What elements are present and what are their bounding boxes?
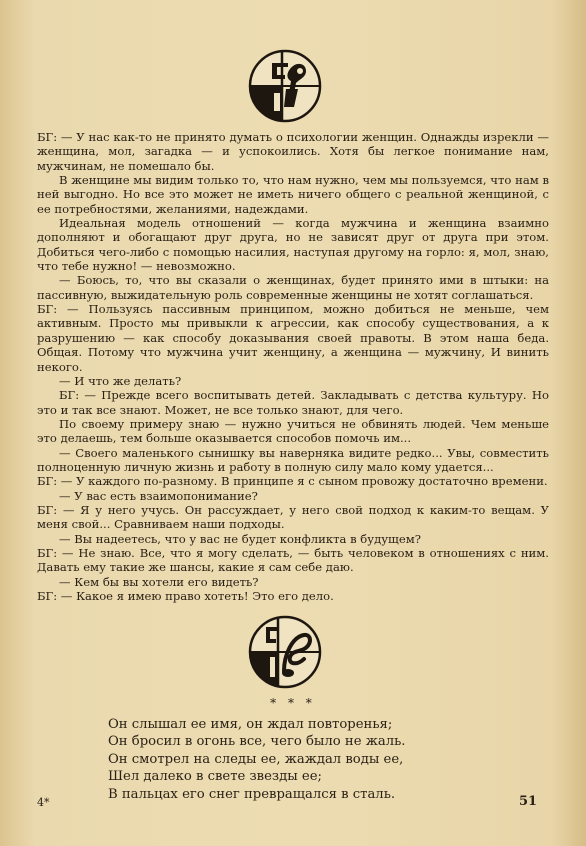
emblem-figure-icon [248,49,322,123]
poem-line: Он смотрел на следы ее, жаждал воды ее, [108,751,404,767]
poem-line: Шел далеко в свете звезды ее; [108,769,322,785]
paragraph: — Своего маленького сынишку вы наверняка видите редко... Увы, совместить полноценную личную жизнь и работу в полную силу мало кому удается... [37,445,549,474]
section-separator: * * * [270,696,316,710]
paragraph: В женщине мы видим только то, что нам нужно, чем мы пользуемся, что нам в ней выгодно. Но все это может не иметь ничего общего с реальной женщиной, с ее потребностями, желаниями, надеждами. [37,173,549,216]
paragraph: БГ: — Какое я имею право хотеть! Это его дело. [37,589,334,603]
paragraph: Идеальная модель отношений — когда мужчина и женщина взаимно дополняют и обогащают друг друга, но не зависят друг от друга при этом. Добиться чего-либо с помощью насилия, наступая другому на горло: я, мол, знаю, что тебе нужно! — невозможно. [37,216,549,274]
paragraph: — И что же делать? [59,373,182,388]
paragraph: — Вы надеетесь, что у вас не будет конфликта в будущем? [59,531,421,546]
paragraph: БГ: — Прежде всего воспитывать детей. Закладывать с детства культуру. Но это и так все знают. Может, не все только знают, для чего. [37,388,549,417]
page-number: 51 [519,794,538,809]
paragraph: — У вас есть взаимопонимание? [59,488,258,503]
paragraph: БГ: — Пользуясь пассивным принципом, можно добиться не меньше, чем активным. Просто мы привыкли к агрессии, как способу существования, а к разрушению — как способу доказывания своей правоты. В этом наша беда. Общая. Потому что мужчина учит женщину, а женщина — мужчину, И винить некого. [37,302,549,374]
emblem-note-icon [248,615,322,689]
paragraph: — Кем бы вы хотели его видеть? [59,574,259,589]
paragraph: — Боюсь, то, что вы сказали о женщинах, будет принято ими в штыки: на пассивную, выжидательную роль современные женщины не хотят соглашаться. [37,273,549,302]
paragraph: БГ: — Не знаю. Все, что я могу сделать, — быть человеком в отношениях с ним. Давать ему такие же шансы, какие я сам себе даю. [37,545,549,575]
signature-mark: 4* [37,796,50,809]
paragraph: БГ: — У каждого по-разному. В принципе я с сыном провожу достаточно времени. [37,474,548,489]
article-body [37,130,549,603]
poem-line: Он слышал ее имя, он ждал повторенья; [108,717,393,732]
paragraph: По своему примеру знаю — нужно учиться не обвинять людей. Чем меньше это делаешь, тем больше оказывается способов помочь им... [37,416,549,446]
poem-line: Он бросил в огонь все, чего было не жаль. [108,734,406,750]
paragraph: БГ: — У нас как-то не принято думать о психологии женщин. Однажды изрекли — женщина, мол, загадка — и успокоились. Хотя бы легкое понимание нам, мужчинам, не помешало бы. [37,130,549,173]
poem [108,716,508,803]
paragraph: БГ: — Я у него учусь. Он рассуждает, у него свой подход к каким-то вещам. У меня свой... Сравниваем наши подходы. [37,502,549,532]
poem-line: В пальцах его снег превращался в сталь. [108,786,396,802]
